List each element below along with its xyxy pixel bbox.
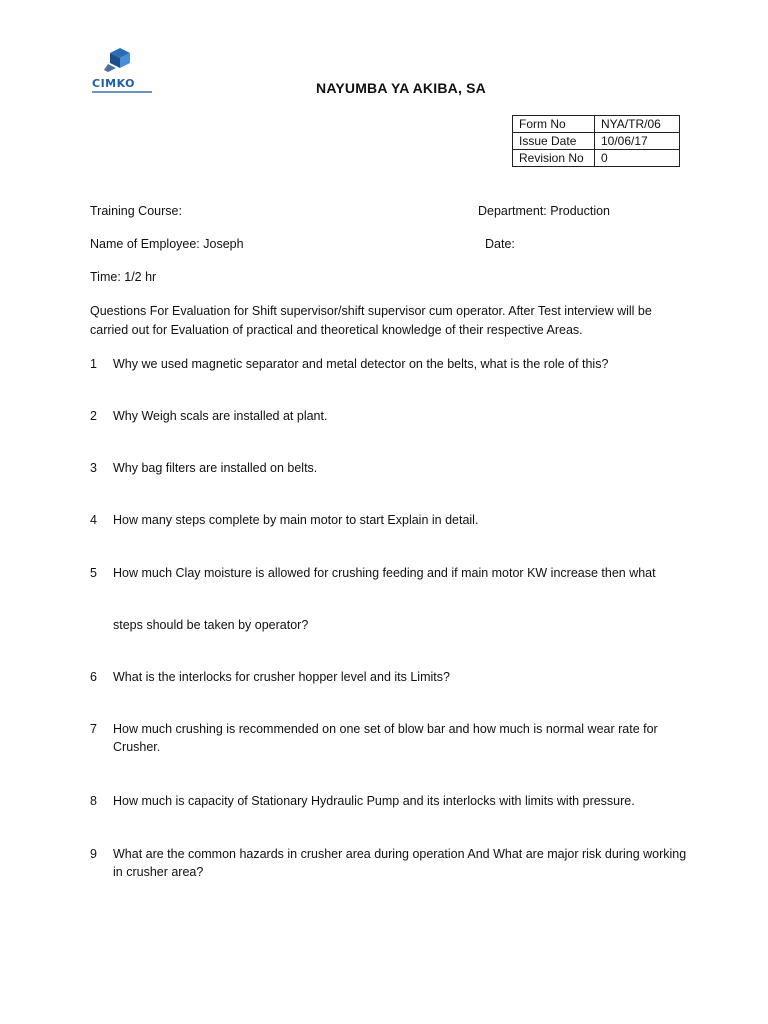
form-no-value: NYA/TR/06 <box>595 116 680 133</box>
question-item <box>90 407 690 425</box>
table-row <box>513 150 680 167</box>
question-item <box>90 792 690 810</box>
issue-date-value: 10/06/17 <box>595 133 680 150</box>
intro-paragraph: Questions For Evaluation for Shift supervisor/shift supervisor cum operator. After Test interview will be carried out for Evaluation of practical and theoretical knowledge of their respective Areas. <box>90 304 652 337</box>
question-number: 8 <box>90 794 97 808</box>
issue-date-label: Issue Date <box>513 133 595 150</box>
question-number: 9 <box>90 847 97 861</box>
question-text: What are the common hazards in crusher area during operation And What are major risk during working in crusher area? <box>113 847 687 879</box>
question-number: 1 <box>90 357 97 371</box>
date-field: Date: <box>485 237 515 251</box>
question-text: Why bag filters are installed on belts. <box>113 461 318 475</box>
table-row <box>513 116 680 133</box>
document-title: NAYUMBA YA AKIBA, SA <box>316 80 486 96</box>
revision-no-label: Revision No <box>513 150 595 167</box>
training-course-field: Training Course: <box>90 204 182 218</box>
question-text: How much Clay moisture is allowed for crushing feeding and if main motor KW increase then what <box>113 566 656 580</box>
table-row <box>513 133 680 150</box>
question-number: 2 <box>90 409 97 423</box>
question-text: steps should be taken by operator? <box>113 618 309 632</box>
question-item <box>90 668 690 686</box>
question-number: 4 <box>90 513 97 527</box>
question-text: How much crushing is recommended on one set of blow bar and how much is normal wear rate for Crusher. <box>113 722 658 754</box>
form-info-table <box>512 115 680 167</box>
question-text: How many steps complete by main motor to start Explain in detail. <box>113 513 479 527</box>
department-field: Department: Production <box>478 204 611 218</box>
question-number: 3 <box>90 461 97 475</box>
question-text: How much is capacity of Stationary Hydraulic Pump and its interlocks with limits with pressure. <box>113 794 635 808</box>
question-item <box>90 845 690 881</box>
cimko-logo-icon <box>104 48 136 78</box>
logo-text: CIMKO <box>92 77 135 90</box>
question-number: 5 <box>90 566 97 580</box>
question-item <box>90 720 690 756</box>
form-no-label: Form No <box>513 116 595 133</box>
question-number: 7 <box>90 722 97 736</box>
question-number: 6 <box>90 670 97 684</box>
employee-name-field: Name of Employee: Joseph <box>90 237 244 251</box>
question-item <box>90 355 690 373</box>
time-field: Time: 1/2 hr <box>90 270 157 284</box>
question-continuation <box>90 616 690 634</box>
question-text: Why Weigh scals are installed at plant. <box>113 409 328 423</box>
question-item <box>90 511 690 529</box>
question-item <box>90 564 690 582</box>
revision-no-value: 0 <box>595 150 680 167</box>
question-text: Why we used magnetic separator and metal detector on the belts, what is the role of this? <box>113 357 609 371</box>
question-text: What is the interlocks for crusher hopper level and its Limits? <box>113 670 450 684</box>
question-item <box>90 459 690 477</box>
